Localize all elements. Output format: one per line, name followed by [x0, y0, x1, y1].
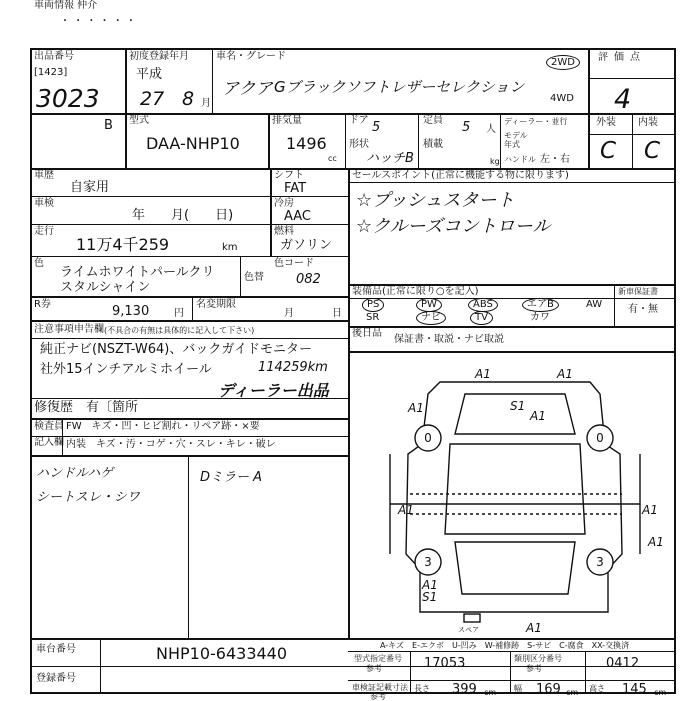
dimensions-height: 145 — [622, 682, 647, 697]
inspector-note-left-2: シートスレ・シワ — [36, 490, 140, 505]
usage-value: 自家用 — [70, 180, 110, 195]
equipment-abs — [468, 298, 498, 312]
lot-number: 3023 — [36, 84, 100, 113]
color-label: 色 — [34, 258, 44, 269]
color-value-line2: スタルシャイン — [60, 280, 151, 295]
notes-line-1: 純正ナビ(NSZT-W64)、バックガイドモニター — [40, 342, 312, 357]
load-unit: kg — [490, 157, 500, 166]
dealer-stamp: ディーラー出品 — [218, 381, 329, 400]
dimensions-height-unit: cm — [654, 688, 667, 697]
displacement-label: 排気量 — [272, 115, 302, 126]
body-type-value: ハッチB — [366, 151, 414, 166]
load-label: 積載 — [423, 139, 443, 150]
shaken-value: 年 月( 日) — [132, 208, 234, 223]
damage-diagram — [350, 354, 674, 638]
shift-value: FAT — [284, 181, 307, 196]
interior-value: C — [644, 138, 661, 164]
ac-label: 冷房 — [274, 198, 294, 209]
category-number-value: 0412 — [606, 656, 640, 671]
equipment-pw — [416, 298, 442, 312]
equipment-aw: AW — [586, 299, 603, 310]
vehicle-name: アクア — [222, 79, 273, 99]
recycle-unit: 円 — [174, 308, 184, 319]
equipment-tv-oval: TV — [470, 311, 493, 325]
equipment-leather: カワ — [530, 312, 550, 323]
color-code-label: 色コード — [274, 258, 314, 269]
equipment-tv — [470, 311, 493, 325]
inspection-row-2: 内装 キズ・汚・コゲ・穴・スレ・キレ・破レ — [66, 439, 276, 450]
registration-month: 8 — [182, 88, 195, 110]
new-warranty-value: 有・無 — [628, 304, 658, 315]
mark-a1-front-left: A1 — [408, 401, 424, 415]
score-label: 評価点 — [598, 52, 646, 63]
chassis-label: 車台番号 — [36, 644, 76, 655]
mark-s1-hood: S1 — [510, 399, 526, 413]
dimensions-width-label: 幅 — [514, 684, 522, 693]
capacity-value: 5 — [462, 120, 471, 135]
drive-2wd: 2WD — [546, 55, 580, 70]
sales-point-2: ☆クルーズコントロール — [356, 216, 551, 237]
mark-a1-rear-left: A1 — [422, 578, 438, 592]
mileage-label: 走行 — [34, 226, 54, 237]
handle-label: ハンドル — [504, 155, 536, 164]
registration-year: 27 — [140, 88, 165, 110]
dimensions-width: 169 — [536, 682, 561, 697]
registration-era: 平成 — [136, 67, 163, 82]
equipment-navi-oval: ナビ — [416, 311, 446, 325]
inspector-note-left-1: ハンドルハゲ — [36, 466, 114, 481]
vehicle-label: 車名・グレード — [216, 51, 286, 62]
capacity-label: 定員 — [423, 115, 443, 126]
dealer-label: ディーラー・並行 — [504, 117, 568, 126]
shift-label: シフト — [274, 170, 304, 181]
name-change-day: 日 — [332, 308, 342, 319]
interior-label: 内装 — [638, 117, 658, 128]
repair-value — [34, 400, 138, 415]
circle-front-right: 0 — [596, 431, 604, 445]
fuel-value: ガソリン — [280, 238, 333, 253]
type-designation-value: 17053 — [424, 656, 466, 671]
score-value: 4 — [614, 84, 632, 115]
sales-points-label: セールスポイント(正常に機能する物に限ります) — [352, 170, 569, 181]
mark-a1-side-left: A1 — [398, 503, 414, 517]
registration-label: 初度登録年月 — [129, 51, 189, 62]
equipment-label: 装備品(正常に限り○を記入) — [352, 286, 479, 297]
mark-a1-rear: A1 — [526, 621, 542, 635]
color-value-line1: ライムホワイトパールクリ — [60, 265, 215, 280]
repair-label: 修復歴 — [34, 400, 74, 415]
handle-value: 左・右 — [540, 154, 570, 165]
name-change-month: 月 — [284, 308, 294, 319]
ac-value: AAC — [284, 209, 311, 224]
new-warranty-label: 新車保証書 — [618, 287, 658, 296]
spare-label: スペア — [458, 626, 479, 634]
equipment-abs-oval: ABS — [468, 298, 498, 312]
displacement-value: 1496 — [286, 134, 327, 153]
repair-status: 有〔箇所 — [86, 400, 139, 415]
sales-point-1: ☆プッシュスタート — [356, 190, 515, 211]
inspection-row-1: FW キズ・凹・ヒビ割れ・リペア跡・×要 — [66, 421, 260, 432]
mark-a1-roof-left: A1 — [475, 367, 491, 381]
model-label: 型式 — [129, 115, 149, 126]
exterior-label: 外装 — [596, 117, 616, 128]
later-docs-value: 保証書・取説・ナビ取説 — [394, 334, 504, 345]
reg-number-label: 登録番号 — [36, 673, 76, 684]
dimensions-length-label: 長さ — [414, 684, 430, 693]
notes-handwritten-mileage: 114259km — [258, 360, 328, 375]
model-year-label: モデル年式 — [504, 131, 528, 149]
equipment-ps — [362, 298, 384, 312]
legend-text: A-キズ E-エクボ U-凹み W-補修跡 S-サビ C-腐食 XX-交換済 — [380, 641, 630, 650]
equipment-navi — [416, 311, 446, 325]
circle-rear-right: 3 — [596, 555, 604, 569]
name-change-label: 名変期限 — [196, 299, 236, 310]
lot-mark: B — [104, 118, 113, 133]
later-docs-label: 後日品 — [352, 328, 382, 339]
equipment-airbag-oval: エアB — [522, 298, 559, 312]
notes-line-2: 社外15インチアルミホイール — [40, 362, 212, 377]
recycle-label: R券 — [34, 299, 51, 310]
type-designation-sub: 参考 — [366, 664, 382, 673]
equipment-pw-oval: PW — [416, 298, 442, 312]
inspector-note-right: Dミラー A — [200, 470, 263, 485]
mileage-value: 11万4千259 — [76, 235, 170, 254]
category-number-sub: 参考 — [526, 664, 542, 673]
mark-s1-rear-left: S1 — [422, 590, 438, 604]
mark-a1-side-right: A1 — [642, 503, 658, 517]
notes-sublabel: (不具合の有無は具体的に記入して下さい) — [104, 326, 255, 335]
notes-label: 注意事項申告欄 — [34, 324, 104, 335]
model-value: DAA-NHP10 — [146, 134, 240, 153]
recycle-value: 9,130 — [112, 304, 150, 319]
exterior-value: C — [600, 138, 617, 164]
mark-a1-hood: A1 — [530, 409, 546, 423]
category-number-label: 類別区分番号 — [514, 654, 562, 663]
circle-rear-left: 3 — [424, 555, 432, 569]
body-type-label: 形状 — [349, 139, 369, 150]
equipment-ps-oval: PS — [362, 298, 384, 312]
dimensions-height-label: 高さ — [589, 684, 605, 693]
chassis-value: NHP10-6433440 — [156, 644, 288, 663]
dimensions-length-unit: cm — [484, 688, 497, 697]
vehicle-grade: Gブラックソフトレザーセレクション — [274, 78, 525, 96]
drive-4wd: 4WD — [550, 93, 574, 104]
lot-label: 出品番号 — [34, 51, 74, 62]
equipment-airbag — [522, 298, 559, 312]
usage-label: 車歴 — [34, 170, 54, 181]
type-designation-label: 型式指定番号 — [354, 654, 402, 663]
header-marks: ・ ・ ・ ・ ・ ・ — [60, 16, 136, 27]
equipment-sr: SR — [366, 312, 380, 323]
doors-value: 5 — [372, 120, 381, 135]
color-swap-label: 色替 — [244, 272, 264, 283]
mark-a1-rear-right: A1 — [648, 535, 664, 549]
dimensions-length: 399 — [452, 682, 477, 697]
shaken-label: 車検 — [34, 198, 54, 209]
inspection-label-1: 検査員 — [34, 421, 64, 432]
mark-a1-roof-right: A1 — [557, 367, 573, 381]
fuel-label: 燃料 — [274, 226, 294, 237]
displacement-unit: cc — [328, 154, 337, 163]
lot-code: [1423] — [34, 67, 68, 78]
registration-month-unit: 月 — [201, 98, 211, 109]
dimensions-sub: 参考 — [370, 692, 386, 701]
color-code: 082 — [296, 272, 321, 287]
inspection-label-2: 記入欄 — [34, 437, 64, 448]
circle-front-left: 0 — [424, 431, 432, 445]
doors-label: ドア — [349, 115, 369, 126]
mileage-unit: km — [222, 242, 238, 253]
dimensions-width-unit: cm — [566, 688, 579, 697]
dimensions-label: 車検証記載寸法 — [352, 683, 408, 692]
header-text: 車両情報 仲介 — [34, 0, 98, 11]
capacity-unit: 人 — [486, 124, 496, 135]
